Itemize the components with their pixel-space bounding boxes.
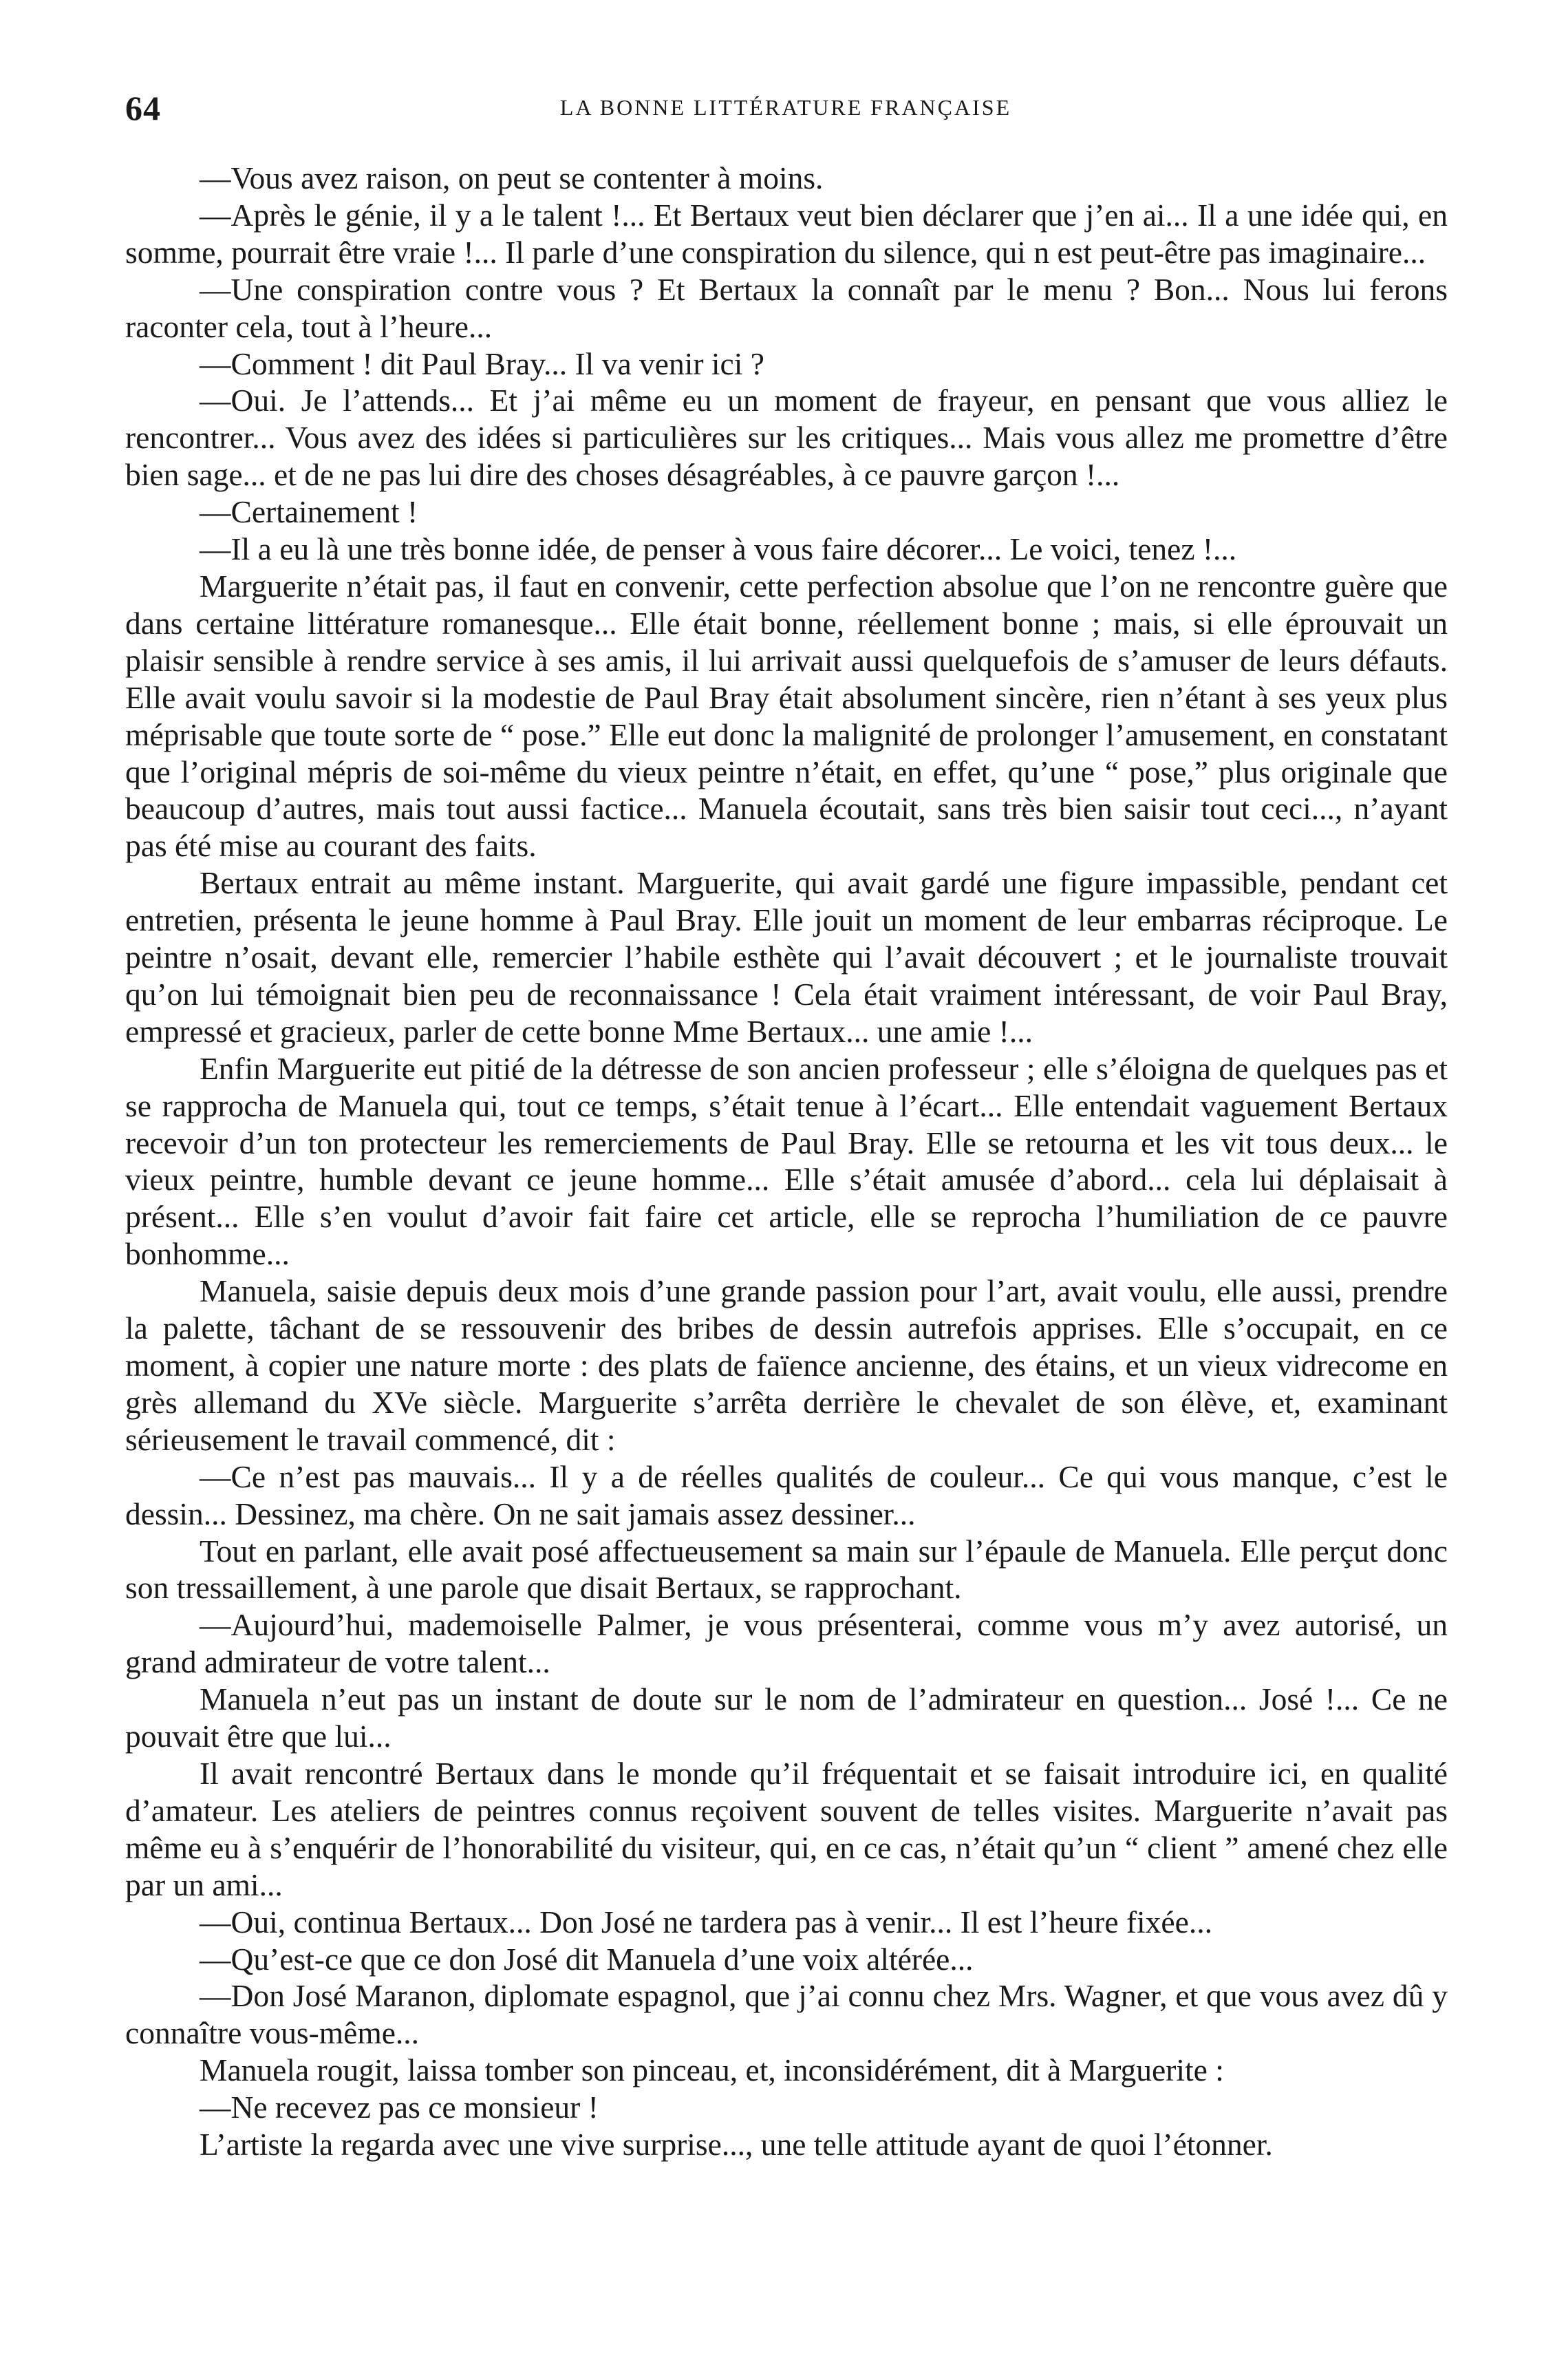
paragraph: —Après le génie, il y a le talent !... Et Bertaux veut bien déclarer que j’en ai... Il a une idée qui, en somme, pourrait être vraie !... Il parle d’une conspiration du silence, qui n est peut-être pas imaginaire...	[125, 197, 1448, 270]
paragraph: Manuela rougit, laissa tomber son pinceau, et, inconsidérément, dit à Marguerite :	[200, 2052, 1224, 2088]
paragraph: —Don José Maranon, diplomate espagnol, que j’ai connu chez Mrs. Wagner, et que vous avez dû y connaître vous-même...	[125, 1978, 1448, 2051]
paragraph: Manuela n’eut pas un instant de doute sur le nom de l’admirateur en question... José !... Ce ne pouvait être que lui...	[125, 1681, 1448, 1754]
paragraph: —Comment ! dit Paul Bray... Il va venir ici ?	[200, 346, 764, 381]
paragraph: Tout en parlant, elle avait posé affectueusement sa main sur l’épaule de Manuela. Elle perçut donc son tressaillement, à une parole que disait Bertaux, se rapprochant.	[125, 1533, 1448, 1606]
paragraph: Manuela, saisie depuis deux mois d’une grande passion pour l’art, avait voulu, elle aussi, prendre la palette, tâchant de se ressouvenir des bribes de dessin autrefois apprises. Elle s’occupait, en ce moment, à copier une nature morte : des plats de faïence ancienne, des étains, et un vieux vidrecome en grès allemand du XVe siècle. Marguerite s’arrêta derrière le chevalet de son élève, et, examinant sérieusement le travail commencé, dit :	[125, 1273, 1448, 1457]
body-text	[125, 160, 1448, 2163]
paragraph: Enfin Marguerite eut pitié de la détresse de son ancien professeur ; elle s’éloigna de quelques pas et se rapprocha de Manuela qui, tout ce temps, s’était tenue à l’écart... Elle entendait vaguement Bertaux recevoir d’un ton protecteur les remerciements de Paul Bray. Elle se retourna et les vit tous deux... le vieux peintre, humble devant ce jeune homme... Elle s’était amusée d’abord... cela lui déplaisait à présent... Elle s’en voulut d’avoir fait faire cet article, elle se reprocha l’humiliation de ce pauvre bonhomme...	[125, 1050, 1448, 1272]
paragraph: L’artiste la regarda avec une vive surprise..., une telle attitude ayant de quoi l’étonner.	[200, 2127, 1273, 2163]
running-head: LA BONNE LITTÉRATURE FRANÇAISE	[559, 95, 1012, 120]
page-header	[125, 88, 1446, 129]
paragraph: Marguerite n’était pas, il faut en convenir, cette perfection absolue que l’on ne rencontre guère que dans certaine littérature romanesque... Elle était bonne, réellement bonne ; mais, si elle éprouvait un plaisir sensible à rendre service à ses amis, il lui arrivait aussi quelquefois de s’amuser de leurs défauts. Elle avait voulu savoir si la modestie de Paul Bray était absolument sincère, rien n’étant à ses yeux plus méprisable que toute sorte de “ pose.” Elle eut donc la malignité de prolonger l’amusement, en constatant que l’original mépris de soi-même du vieux peintre n’était, en effet, qu’une “ pose,” plus originale que beaucoup d’autres, mais tout aussi factice... Manuela écoutait, sans très bien saisir tout ceci..., n’ayant pas été mise au courant des faits.	[125, 568, 1448, 864]
paragraph: —Une conspiration contre vous ? Et Bertaux la connaît par le menu ? Bon... Nous lui ferons raconter cela, tout à l’heure...	[125, 271, 1448, 344]
paragraph: —Aujourd’hui, mademoiselle Palmer, je vous présenterai, comme vous m’y avez autorisé, un grand admirateur de votre talent...	[125, 1607, 1448, 1680]
paragraph: —Oui. Je l’attends... Et j’ai même eu un moment de frayeur, en pensant que vous alliez le rencontrer... Vous avez des idées si particulières sur les critiques... Mais vous allez me promettre d’être bien sage... et de ne pas lui dire des choses désagréables, à ce pauvre garçon !...	[125, 383, 1448, 493]
paragraph: —Ne recevez pas ce monsieur !	[200, 2090, 599, 2125]
paragraph: —Qu’est-ce que ce don José dit Manuela d’une voix altérée...	[200, 1941, 974, 1977]
paragraph: Il avait rencontré Bertaux dans le monde qu’il fréquentait et se faisait introduire ici, en qualité d’amateur. Les ateliers de peintres connus reçoivent souvent de telles visites. Marguerite n’avait pas même eu à s’enquérir de l’honorabilité du visiteur, qui, en ce cas, n’était qu’un “ client ” amené chez elle par un ami...	[125, 1755, 1448, 1902]
paragraph: —Ce n’est pas mauvais... Il y a de réelles qualités de couleur... Ce qui vous manque, c’est le dessin... Dessinez, ma chère. On ne sait jamais assez dessiner...	[125, 1458, 1448, 1531]
paragraph: —Il a eu là une très bonne idée, de penser à vous faire décorer... Le voici, tenez !...	[200, 531, 1237, 567]
paragraph: —Oui, continua Bertaux... Don José ne tardera pas à venir... Il est l’heure fixée...	[200, 1904, 1212, 1940]
paragraph: —Certainement !	[200, 494, 418, 530]
paragraph: —Vous avez raison, on peut se contenter à moins.	[200, 160, 824, 195]
paragraph: Bertaux entrait au même instant. Marguerite, qui avait gardé une figure impassible, pendant cet entretien, présenta le jeune homme à Paul Bray. Elle jouit un moment de leur embarras réciproque. Le peintre n’osait, devant elle, remercier l’habile esthète qui l’avait découvert ; et le journaliste trouvait qu’on lui témoignait bien peu de reconnaissance ! Cela était vraiment intéressant, de voir Paul Bray, empressé et gracieux, parler de cette bonne Mme Bertaux... une amie !...	[125, 865, 1448, 1049]
page-number: 64	[125, 89, 161, 127]
